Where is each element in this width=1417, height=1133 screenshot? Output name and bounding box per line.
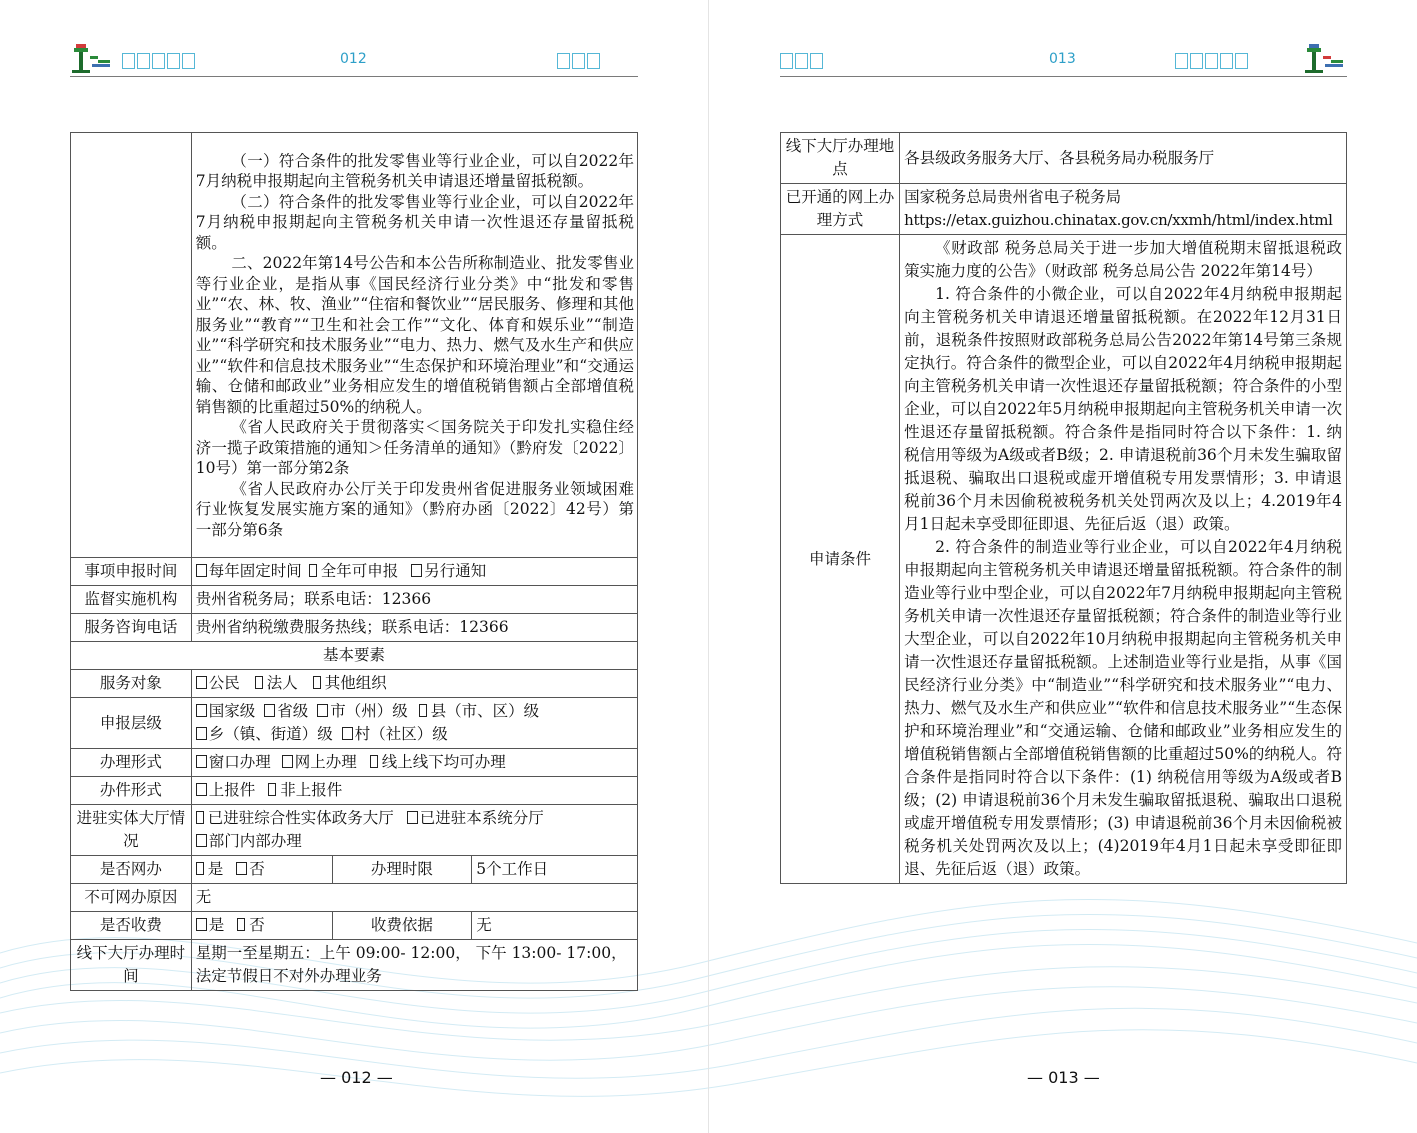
limit-label: 办理时限	[332, 856, 472, 884]
fee-basis-label: 收费依据	[332, 912, 472, 940]
table-row	[781, 235, 1347, 884]
table-row	[71, 642, 638, 670]
checkbox-checked	[313, 676, 321, 689]
checkbox-checked	[255, 676, 263, 689]
table-row	[71, 805, 638, 856]
page-footer: — 013 —	[1027, 1068, 1100, 1087]
checkbox	[196, 834, 207, 847]
table-row	[71, 586, 638, 614]
checkbox	[264, 704, 275, 717]
doc-label: 办件形式	[71, 777, 192, 805]
left-page	[0, 0, 708, 1133]
header-page-number: 013	[1049, 51, 1076, 67]
reason-label: 不可网办原因	[71, 884, 192, 912]
reason-value: 无	[191, 884, 637, 912]
left-header	[70, 40, 638, 77]
checkbox-checked	[237, 918, 245, 931]
table-row	[71, 884, 638, 912]
limit-value: 5个工作日	[472, 856, 638, 884]
report-time-label: 事项申报时间	[71, 558, 192, 586]
consult-value: 贵州省纳税缴费服务热线；联系电话：12366	[191, 614, 637, 642]
page-footer: — 012 —	[320, 1068, 393, 1087]
table-row	[71, 558, 638, 586]
right-header	[780, 40, 1347, 77]
online-way-label: 已开通的网上办理方式	[781, 184, 900, 235]
table-row	[781, 184, 1347, 235]
supervision-value: 贵州省税务局；联系电话：12366	[191, 586, 637, 614]
checkbox-checked	[419, 704, 427, 717]
table-row	[781, 133, 1347, 184]
right-page	[709, 0, 1417, 1133]
checkbox	[196, 783, 207, 796]
hall-time-value: 星期一至星期五：上午 09:00- 12:00， 下午 13:00- 17:00， 法定节假日不对外办理业务	[191, 940, 637, 991]
checkbox	[196, 755, 207, 768]
table-row	[71, 698, 638, 749]
checkbox-checked	[196, 862, 204, 875]
address-label: 线下大厅办理地点	[781, 133, 900, 184]
supervision-label: 监督实施机构	[71, 586, 192, 614]
level-options: 国家级 省级 市（州）级 县（市、区）级 乡（镇、街道）级 村（社区）级	[191, 698, 637, 749]
condition-text: 《财政部 税务总局关于进一步加大增值税期末留抵退税政策实施力度的公告》（财政部 税务总局公告 2022年第14号） 1. 符合条件的小微企业，可以自2022年4月纳税申报期起向主管税务机关申请退还增量留抵税额。在2022年12月31日前，退税条件按照财政部税务总局公告2022年第14号第三条规定执行。符合条件的微型企业，可以自2022年4月纳税申报期起向主管税务机关申请一次性退还存量留抵税额；符合条件的小型企业，可以自2022年5月纳税申报期起向主管税务机关申请一次性退还存量留抵税额。符合条件是指同时符合以下条件：1. 纳税信用等级为A级或者B级；2. 申请退税前36个月未发生骗取留抵退税、骗取出口退税或虚开增值税专用发票情形；3. 申请退税前36个月未因偷税被税务机关处罚两次及以上；4.2019年4月1日起未享受即征即退、先征后返（退）政策。 2. 符合条件的制造业等行业企业，可以自2022年4月纳税申报期起向主管税务机关申请退还增量留抵税额。符合条件的制造业等行业中型企业，可以自2022年7月纳税申报期起向主管税务机关申请一次性退还存量留抵税额；符合条件的制造业等行业大型企业，可以自2022年10月纳税申报期起向主管税务机关申请一次性退还存量留抵税额。上述制造业等行业是指，从事《国民经济行业分类》中“制造业”“科学研究和技术服务业”“电力、热力、燃气及水生产和供应业”“软件和信息技术服务业”“生态保护和环境治理业”和“交通运输、仓储和邮政业”业务相应发生的增值税销售额占全部增值税销售额的比重超过50%的纳税人。符合条件是指同时符合以下条件：(1) 纳税信用等级为A级或者B级；(2) 申请退税前36个月未发生骗取留抵退税、骗取出口退税或虚开增值税专用发票情形；(3) 申请退税前36个月未因偷税被税务机关处罚两次及以上；(4)2019年4月1日起未享受即征即退、先征后返（退）政策。	[900, 235, 1347, 884]
checkbox	[236, 862, 247, 875]
header-section-title	[780, 53, 825, 69]
table-row	[71, 940, 638, 991]
left-table	[70, 132, 638, 991]
checkbox	[317, 704, 328, 717]
table-row	[71, 777, 638, 805]
hall-label: 进驻实体大厅情况	[71, 805, 192, 856]
checkbox	[196, 918, 207, 931]
form-label: 办理形式	[71, 749, 192, 777]
tree-logo-icon	[1303, 42, 1347, 74]
checkbox	[411, 564, 422, 577]
doc-options: 上报件 非上报件	[191, 777, 637, 805]
header-section-title	[557, 53, 602, 69]
report-time-options: 每年固定时间 全年可申报 另行通知	[191, 558, 637, 586]
table-row	[71, 133, 638, 558]
table-row	[71, 749, 638, 777]
tree-logo-icon	[70, 42, 114, 74]
checkbox	[196, 727, 207, 740]
table-row	[71, 614, 638, 642]
basic-section-title: 基本要素	[71, 642, 638, 670]
checkbox-checked	[309, 564, 317, 577]
header-title-right	[1175, 53, 1250, 69]
header-title-left	[122, 53, 197, 69]
target-label: 服务对象	[71, 670, 192, 698]
online-way-value: 国家税务总局贵州省电子税务局 https://etax.guizhou.chinatax.gov.cn/xxmh/html/index.html	[900, 184, 1347, 235]
address-value: 各县级政务服务大厅、各县税务局办税服务厅	[900, 133, 1347, 184]
right-table	[780, 132, 1347, 884]
table-row	[71, 670, 638, 698]
consult-label: 服务咨询电话	[71, 614, 192, 642]
checkbox	[196, 676, 207, 689]
target-options: 公民 法人 其他组织	[191, 670, 637, 698]
checkbox-checked	[370, 755, 378, 768]
online-options: 是 否	[191, 856, 332, 884]
table-row	[71, 912, 638, 940]
form-options: 窗口办理 网上办理 线上线下均可办理	[191, 749, 637, 777]
online-label: 是否网办	[71, 856, 192, 884]
checkbox-checked	[268, 783, 276, 796]
fee-options: 是 否	[191, 912, 332, 940]
hall-time-label: 线下大厅办理时间	[71, 940, 192, 991]
checkbox	[196, 704, 207, 717]
fee-basis-value: 无	[472, 912, 638, 940]
fee-label: 是否收费	[71, 912, 192, 940]
continued-policy-text: （一）符合条件的批发零售业等行业企业，可以自2022年7月纳税申报期起向主管税务机关申请退还增量留抵税额。 （二）符合条件的批发零售业等行业企业，可以自2022年7月纳税申报期起向主管税务机关申请一次性退还存量留抵税额。 二、2022年第14号公告和本公告所称制造业、批发零售业等行业企业，是指从事《国民经济行业分类》中“批发和零售业”“农、林、牧、渔业”“住宿和餐饮业”“居民服务、修理和其他服务业”“教育”“卫生和社会工作”“文化、体育和娱乐业”“制造业”“科学研究和技术服务业”“电力、热力、燃气及水生产和供应业”“软件和信息技术服务业”“生态保护和环境治理业”和“交通运输、仓储和邮政业”业务相应发生的增值税销售额占全部增值税销售额的比重超过50%的纳税人。 《省人民政府关于贯彻落实＜国务院关于印发扎实稳住经济一揽子政策措施的通知＞任务清单的通知》（黔府发〔2022〕10号）第一部分第2条 《省人民政府办公厅关于印发贵州省促进服务业领域困难行业恢复发展实施方案的通知》（黔府办函〔2022〕42号）第一部分第6条	[191, 133, 637, 558]
checkbox	[342, 727, 353, 740]
level-label: 申报层级	[71, 698, 192, 749]
checkbox	[196, 564, 207, 577]
checkbox	[407, 811, 418, 824]
hall-options: 已进驻综合性实体政务大厅 已进驻本系统分厅 部门内部办理	[191, 805, 637, 856]
condition-label: 申请条件	[781, 235, 900, 884]
checkbox-checked	[196, 811, 204, 824]
checkbox	[282, 755, 293, 768]
table-row	[71, 856, 638, 884]
header-page-number: 012	[340, 51, 367, 67]
